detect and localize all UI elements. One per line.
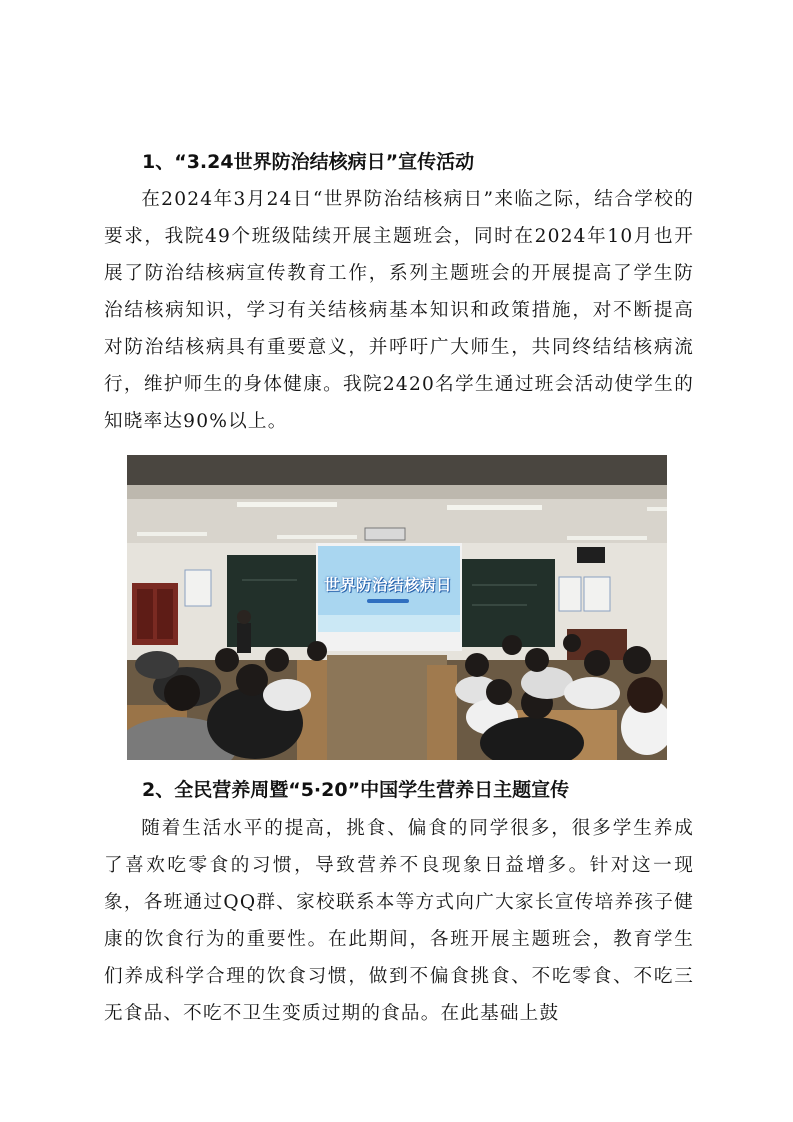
section-2-paragraph: 随着生活水平的提高，挑食、偏食的同学很多，很多学生养成了喜欢吃零食的习惯，导致营养不良现象日益增多。针对这一现象，各班通过QQ群、家校联系本等方式向广大家长宣传培养孩子健康的饮食行为的重要性。在此期间，各班开展主题班会，教育学生们养成科学合理的饮食习惯，做到不偏食挑食、不吃零食、不吃三无食品、不吃不卫生变质过期的食品。在此基础上鼓 [104,818,694,1024]
section-2-heading: 2、全民营养周暨“5·20”中国学生营养日主题宣传 [142,779,570,801]
section-1-heading: 1、“3.24世界防治结核病日”宣传活动 [142,151,475,173]
projector-slide [318,546,458,630]
slide-underline [367,599,409,603]
slide-title: 世界防治结核病日 [323,576,452,594]
section-1-paragraph: 在2024年3月24日“世界防治结核病日”来临之际，结合学校的要求，我院49个班级陆续开展主题班会，同时在2024年10月也开展了防治结核病宣传教育工作，系列主题班会的开展提高了学生防治结核病知识，学习有关结核病基本知识和政策措施，对不断提高对防治结核病具有重要意义，并呼吁广大师生，共同终结结核病流行，维护师生的身体健康。我院2420名学生通过班会活动使学生的知晓率达90%以上。 [104,189,694,432]
